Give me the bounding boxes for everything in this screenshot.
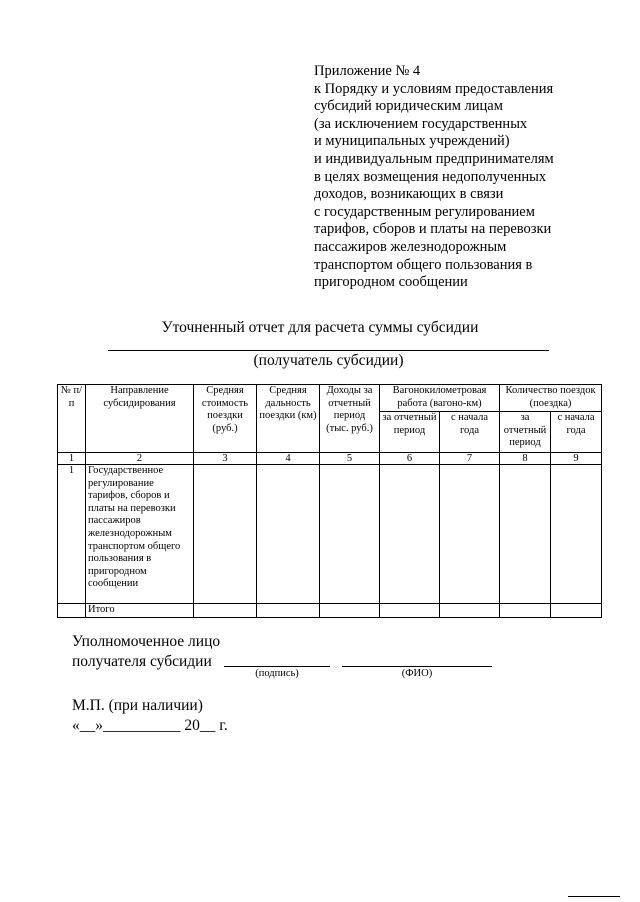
empty-cell [320, 465, 380, 604]
stamp-label: М.П. (при наличии) [72, 697, 203, 714]
empty-cell [194, 465, 257, 604]
subheader-year: с начала года [551, 412, 602, 453]
appendix-line: Приложение № 4 [314, 63, 421, 79]
row-direction: Государственное регулирование тарифов, сборов и платы на перевозки пассажиров железнодорожным транспортом общего пользования в пригородном сообщении [86, 465, 194, 604]
row-number: 1 [58, 465, 86, 604]
subheader-period: за отчетный период [500, 412, 551, 453]
header-avg-distance: Средняя дальность поездки (км) [257, 385, 320, 453]
column-number: 6 [380, 453, 440, 465]
header-income: Доходы за отчетный период (тыс. руб.) [320, 385, 380, 453]
table-header-row [58, 385, 602, 412]
appendix-line: в целях возмещения недополученных [314, 168, 547, 185]
appendix-line: пассажиров железнодорожным [314, 238, 507, 255]
stamp-block [72, 696, 228, 736]
header-avg-cost: Средняя стоимость поездки (руб.) [194, 385, 257, 453]
empty-cell [194, 604, 257, 618]
column-number: 2 [86, 453, 194, 465]
appendix-line: и муниципальных учреждений) [314, 133, 510, 150]
appendix-line: тарифов, сборов и платы на перевозки [314, 221, 552, 238]
appendix-line: (за исключением государственных [314, 115, 528, 132]
document-title: Уточненный отчет для расчета суммы субсидии [161, 319, 479, 336]
column-number: 8 [500, 453, 551, 465]
empty-cell [551, 604, 602, 618]
signature-caption: (подпись) [255, 668, 299, 679]
signer-line: получателя субсидии [72, 653, 212, 670]
report-table [57, 384, 602, 618]
column-number: 3 [194, 453, 257, 465]
total-row [58, 604, 602, 618]
empty-cell [257, 604, 320, 618]
appendix-line: и индивидуальным предпринимателям [314, 150, 554, 167]
empty-cell [320, 604, 380, 618]
header-wagon-km: Вагонокилометровая работа (вагоно-км) [380, 385, 500, 412]
empty-cell [500, 465, 551, 604]
signer-label [72, 632, 220, 672]
corner-rule [568, 896, 620, 897]
appendix-line: доходов, возникающих в связи [314, 186, 504, 203]
appendix-line: к Порядку и условиям предоставления [314, 80, 554, 97]
recipient-blank-line [108, 350, 549, 351]
empty-cell [440, 465, 500, 604]
empty-cell [380, 604, 440, 618]
empty-cell [380, 465, 440, 604]
name-blank-line [342, 666, 492, 667]
empty-cell [551, 465, 602, 604]
signer-line: Уполномоченное лицо [72, 633, 221, 650]
column-number-row [58, 453, 602, 465]
date-line: «__»__________ 20__ г. [72, 717, 228, 734]
header-direction: Направление субсидирования [86, 385, 194, 453]
column-number: 9 [551, 453, 602, 465]
appendix-line: субсидий юридическим лицам [314, 98, 503, 115]
empty-cell [500, 604, 551, 618]
subheader-year: с начала года [440, 412, 500, 453]
header-num: № п/п [58, 385, 86, 453]
empty-cell [257, 465, 320, 604]
appendix-line: транспортом общего пользования в [314, 256, 533, 273]
recipient-label: (получатель субсидии) [253, 352, 404, 369]
header-trips: Количество поездок (поезд​ка) [500, 385, 602, 412]
appendix-line: с государственным регулированием [314, 203, 535, 220]
empty-cell [440, 604, 500, 618]
total-label: Итого [86, 604, 194, 618]
empty-cell [58, 604, 86, 618]
column-number: 7 [440, 453, 500, 465]
name-caption: (ФИО) [401, 668, 433, 679]
column-number: 4 [257, 453, 320, 465]
subheader-period: за отчетный период [380, 412, 440, 453]
signature-blank-line [224, 666, 330, 667]
appendix-line: пригородном сообщении [314, 274, 468, 291]
column-number: 5 [320, 453, 380, 465]
appendix-note [314, 63, 614, 292]
column-number: 1 [58, 453, 86, 465]
table-row [58, 465, 602, 604]
